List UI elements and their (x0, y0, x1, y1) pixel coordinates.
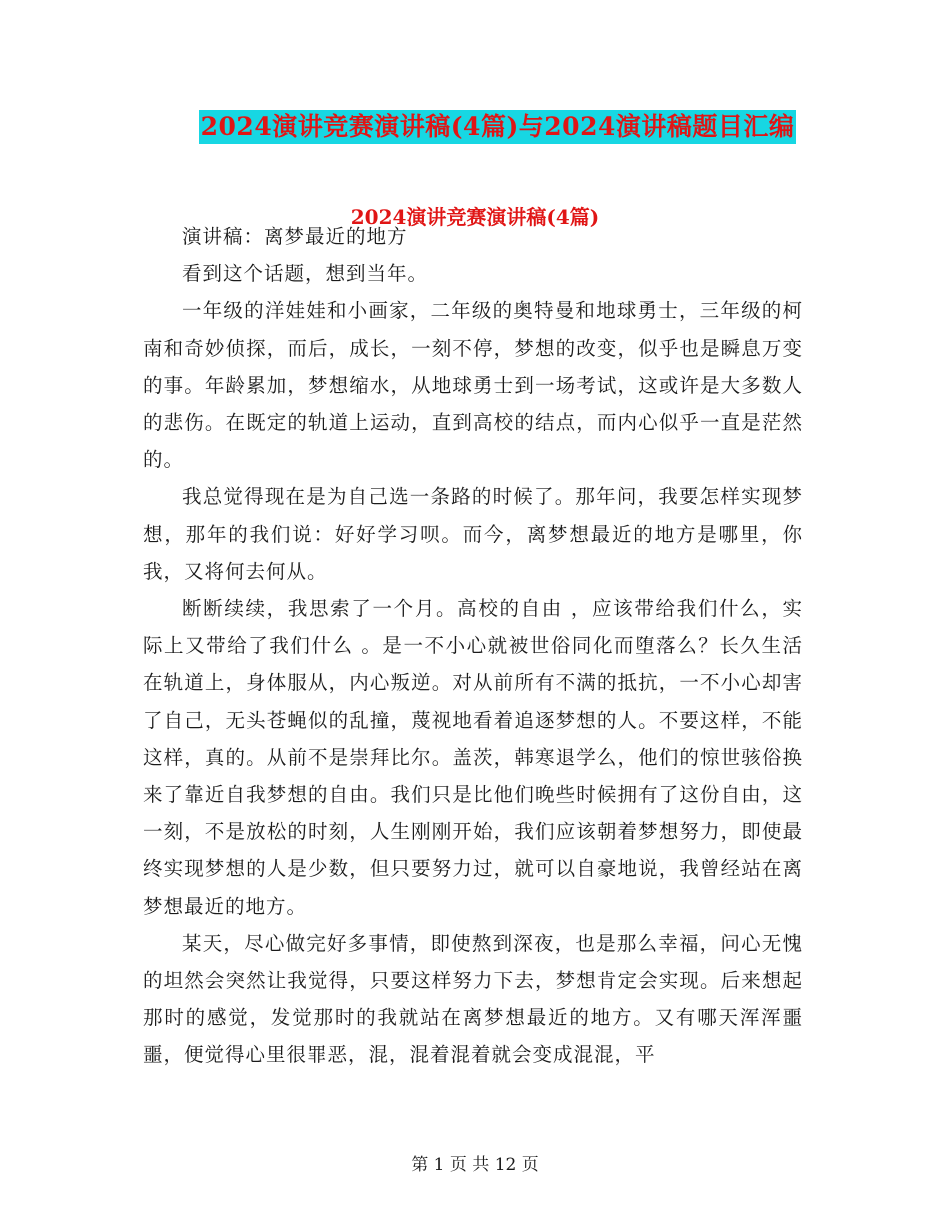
paragraph: 我总觉得现在是为自己选一条路的时候了。那年问，我要怎样实现梦想，那年的我们说：好好学习呗。而今，离梦想最近的地方是哪里，你我，又将何去何从。 (143, 485, 803, 583)
paragraph: 看到这个话题，想到当年。 (182, 262, 429, 286)
document-title-container (0, 110, 950, 144)
paragraph: 演讲稿：离梦最近的地方 (182, 225, 408, 248)
paragraph: 某天，尽心做完好多事情，即使熬到深夜，也是那么幸福，问心无愧的坦然会突然让我觉得，只要这样努力下去，梦想肯定会实现。后来想起那时的感觉，发觉那时的我就站在离梦想最近的地方。又有哪天浑浑噩噩，便觉得心里很罪恶，混，混着混着就会变成混混，平 (143, 931, 803, 1067)
document-title: 2024演讲竞赛演讲稿(4篇)与2024演讲稿题目汇编 (199, 110, 797, 144)
paragraph: 一年级的洋娃娃和小画家，二年级的奥特曼和地球勇士，三年级的柯南和奇妙侦探，而后，成长，一刻不停，梦想的改变，似乎也是瞬息万变的事。年龄累加，梦想缩水，从地球勇士到一场考试，这或许是大多数人的悲伤。在既定的轨道上运动，直到高校的结点，而内心似乎一直是茫然的。 (143, 299, 803, 472)
body-text (143, 218, 803, 1074)
page-footer: 第 1 页 共 12 页 (411, 1155, 539, 1175)
section-heading: 2024演讲竞赛演讲稿(4篇) (350, 205, 600, 229)
paragraph: 断断续续，我思索了一个月。高校的自由 ，应该带给我们什么，实际上又带给了我们什么 。是一不小心就被世俗同化而堕落么？长久生活在轨道上，身体服从，内心叛逆。对从前所有不满的抵抗，一不小心却害了自己，无头苍蝇似的乱撞，蔑视地看着追逐梦想的人。不要这样，不能这样，真的。从前不是崇拜比尔。盖茨，韩寒退学么，他们的惊世骇俗换来了靠近自我梦想的自由。我们只是比他们晚些时候拥有了这份自由，这一刻，不是放松的时刻，人生刚刚开始，我们应该朝着梦想努力，即使最终实现梦想的人是少数，但只要努力过，就可以自豪地说，我曾经站在离梦想最近的地方。 (143, 597, 803, 918)
